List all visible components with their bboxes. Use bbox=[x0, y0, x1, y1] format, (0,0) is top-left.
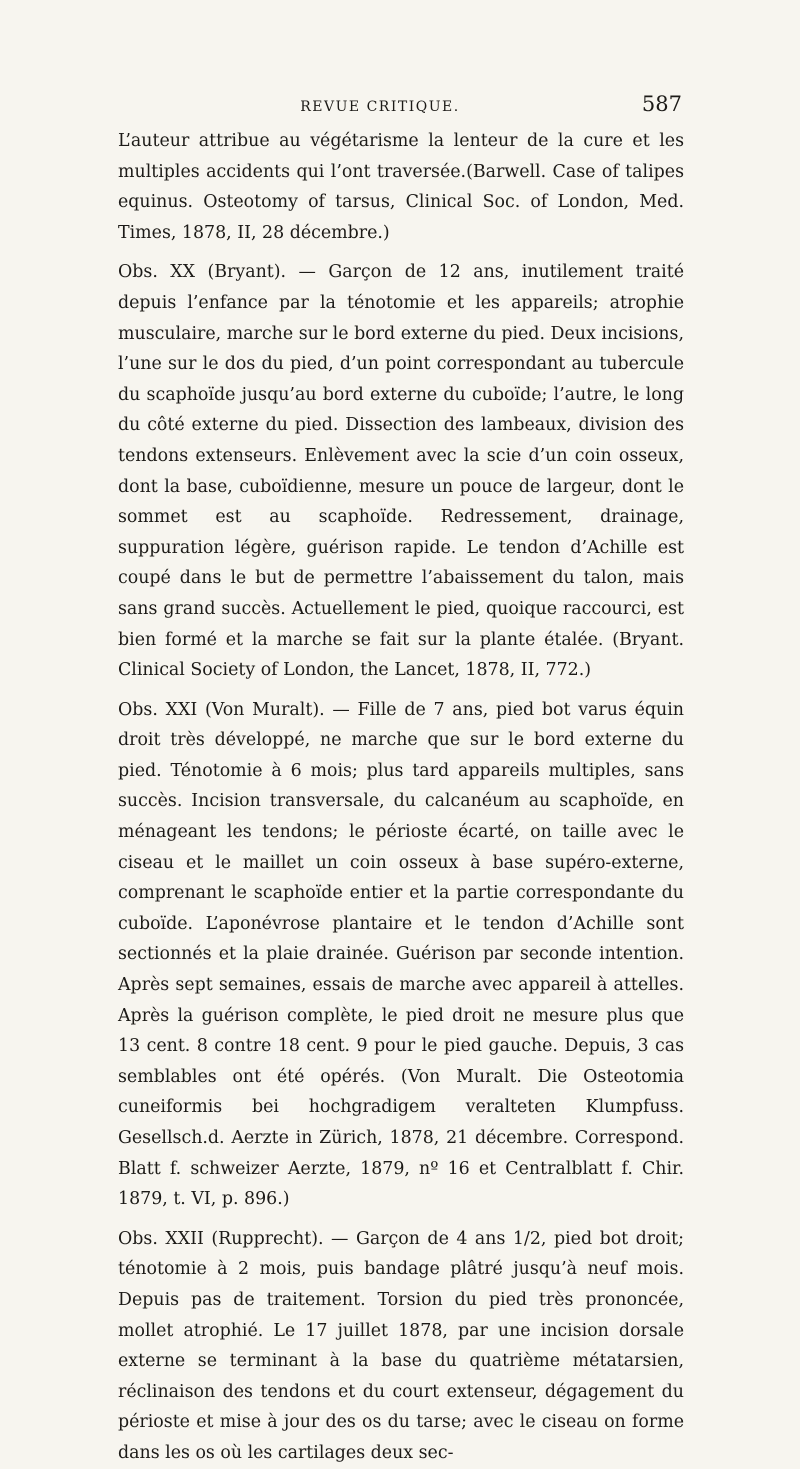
page-header bbox=[118, 92, 682, 116]
body-text bbox=[118, 126, 684, 1469]
paragraph-obs-xxi-von-muralt: Obs. XXI (Von Muralt). — Fille de 7 ans, pied bot varus équin droit très développé, ne marche que sur le bord externe du pied. Ténotomie à 6 mois; plus tard appareils multiples, sans succès. Incision transversale, du calcanéum au scaphoïde, en ménageant les tendons; le périoste écarté, on taille avec le ciseau et le maillet un coin osseux à base supéro-externe, comprenant le scaphoïde entier et la partie correspondante du cuboïde. L’aponévrose plantaire et le tendon d’Achille sont sectionnés et la plaie drainée. Guérison par seconde intention. Après sept semaines, essais de marche avec appareil à attelles. Après la guérison complète, le pied droit ne mesure plus que 13 cent. 8 contre 18 cent. 9 pour le pied gauche. Depuis, 3 cas semblables ont été opérés. (Von Muralt. Die Osteotomia cuneiformis bei hochgradigem veralteten Klumpfuss. Gesellsch.d. Aerzte in Zürich, 1878, 21 décembre. Correspond. Blatt f. schweizer Aerzte, 1879, nº 16 et Centralblatt f. Chir. 1879, t. VI, p. 896.) bbox=[118, 699, 684, 1210]
page-number: 587 bbox=[641, 92, 682, 116]
paragraph-obs-xxii-rupprecht: Obs. XXII (Rupprecht). — Garçon de 4 ans 1/2, pied bot droit; ténotomie à 2 mois, puis bandage plâtré jusqu’à neuf mois. Depuis pas de traitement. Torsion du pied très prononcée, mollet atrophié. Le 17 juillet 1878, par une incision dorsale externe se terminant à la base du quatrième métatarsien, réclinaison des tendons et du court extenseur, dégagement du périoste et mise à jour des os du tarse; avec le ciseau on forme dans les os où les cartilages deux sec- bbox=[118, 1228, 684, 1463]
paragraph-obs-xx-bryant: Obs. XX (Bryant). — Garçon de 12 ans, inutilement traité depuis l’enfance par la ténotomie et les appareils; atrophie musculaire, marche sur le bord externe du pied. Deux incisions, l’une sur le dos du pied, d’un point correspondant au tubercule du scaphoïde jusqu’au bord externe du cuboïde; l’autre, le long du côté externe du pied. Dissection des lambeaux, division des tendons extenseurs. Enlèvement avec la scie d’un coin osseux, dont la base, cuboïdienne, mesure un pouce de largeur, dont le sommet est au scaphoïde. Redressement, drainage, suppuration légère, guérison rapide. Le tendon d’Achille est coupé dans le but de permettre l’abaissement du talon, mais sans grand succès. Actuellement le pied, quoique raccourci, est bien formé et la marche se fait sur la plante étalée. (Bryant. Clinical Society of London, the Lancet, 1878, II, 772.) bbox=[118, 262, 684, 681]
running-title: REVUE CRITIQUE. bbox=[300, 99, 460, 115]
paragraph-barwell-conclusion: L’auteur attribue au végétarisme la lenteur de la cure et les multiples accidents qui l’ont traversée.(Barwell. Case of talipes equinus. Osteotomy of tarsus, Clinical Soc. of London, Med. Times, 1878, II, 28 décembre.) bbox=[118, 131, 684, 243]
